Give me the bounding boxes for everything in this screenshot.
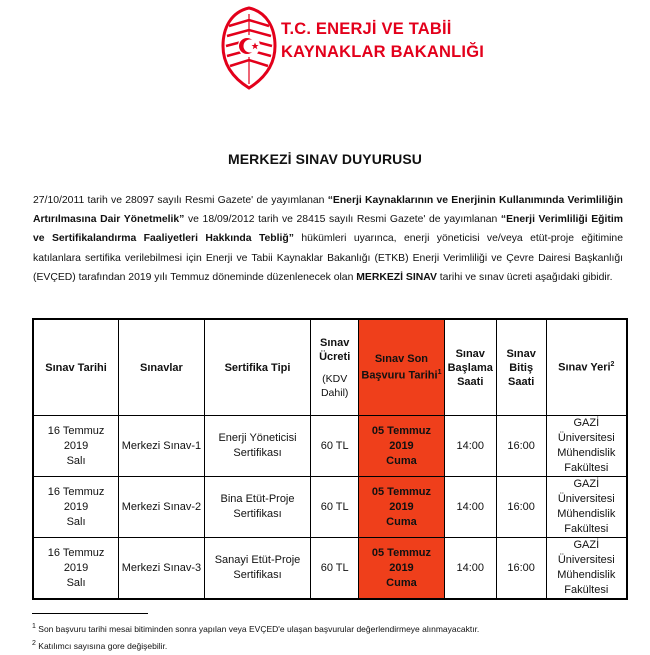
header-end-line-1: Sınav xyxy=(506,347,536,360)
cell-deadline xyxy=(359,538,445,600)
header-end-time xyxy=(496,319,546,416)
intro-text-1: 27/10/2011 tarih ve 28097 sayılı Resmi Gazete' de yayımlanan xyxy=(33,195,328,206)
header-deadline-line-2-text: Başvuru Tarihi xyxy=(361,369,438,382)
header-fee-note: (KDV Dahil) xyxy=(320,372,349,399)
footnote-1-text: Son başvuru tarihi mesai bitiminden sonra yapılan veya EVÇED'e ulaşan başvurular değerlendirmeye alınmayacaktır. xyxy=(38,623,480,634)
header-deadline-line-2 xyxy=(361,366,442,383)
place-line-2: Mühendislik Fakültesi xyxy=(557,569,616,596)
deadline-date: 05 Temmuz 2019 xyxy=(371,546,431,574)
ministry-emblem-icon xyxy=(219,6,279,90)
central-exam-term: MERKEZİ SINAV xyxy=(356,271,437,283)
date-line: 16 Temmuz 2019 xyxy=(47,485,105,513)
header-start-line-2: Başlama xyxy=(447,361,493,374)
cell-fee: 60 TL xyxy=(311,538,359,600)
cell-exam-date xyxy=(33,477,119,538)
place-line-2: Mühendislik Fakültesi xyxy=(557,508,616,535)
header-end-line-2: Bitiş xyxy=(509,361,534,374)
cell-exam-date xyxy=(33,416,119,477)
header-start-line-3: Saati xyxy=(457,375,484,388)
date-line: 16 Temmuz 2019 xyxy=(47,546,105,574)
intro-text-2: ve 18/09/2012 tarih ve 28415 sayılı Resmi Gazete' de yayımlanan xyxy=(184,214,501,226)
footnote-2-number: 2 xyxy=(32,640,36,647)
cell-fee: 60 TL xyxy=(311,416,359,477)
page-title: MERKEZİ SINAV DUYURUSU xyxy=(227,151,423,167)
cell-place xyxy=(546,538,627,600)
regulation-name: “Enerji Kaynaklarının ve Enerjinin Kullanımında Verimliliğin Artırılmasına Dair Yönetmelik” xyxy=(33,195,623,226)
cell-exam-name: Merkezi Sınav-3 xyxy=(119,538,205,600)
deadline-date: 05 Temmuz 2019 xyxy=(371,485,431,513)
cell-deadline xyxy=(359,477,445,538)
footnote-ref-2: 2 xyxy=(610,361,615,369)
footnote-1 xyxy=(32,623,479,634)
intro-text-4: tarihi ve sınav ücreti aşağıdaki gibidir. xyxy=(436,271,613,283)
header-application-deadline xyxy=(359,319,445,416)
header-end-line-3: Saati xyxy=(508,375,535,388)
footnote-ref-1: 1 xyxy=(437,369,442,377)
cell-end-time: 16:00 xyxy=(496,416,546,477)
cert-line-1: Sanayi Etüt-Proje xyxy=(214,554,301,566)
deadline-date: 05 Temmuz 2019 xyxy=(371,424,431,452)
cert-line-1: Bina Etüt-Proje xyxy=(220,493,295,505)
cell-exam-date xyxy=(33,538,119,600)
ministry-name-line-2: KAYNAKLAR BAKANLIĞI xyxy=(281,43,485,61)
cert-line-2: Sertifikası xyxy=(233,508,282,520)
ministry-logo xyxy=(219,6,485,90)
header-certificate-type: Sertifika Tipi xyxy=(204,319,310,416)
header-exam-fee xyxy=(311,319,359,416)
header-start-line-1: Sınav xyxy=(455,347,485,360)
ministry-name xyxy=(281,18,484,64)
deadline-day: Cuma xyxy=(386,454,417,467)
cell-exam-name: Merkezi Sınav-2 xyxy=(119,477,205,538)
deadline-day: Cuma xyxy=(386,576,417,589)
day-line: Salı xyxy=(66,576,86,589)
ministry-name-line-1: T.C. ENERJİ VE TABİİ xyxy=(281,20,452,38)
footnote-2 xyxy=(32,640,167,651)
place-line-2: Mühendislik Fakültesi xyxy=(557,447,616,474)
footnote-2-text: Katılımcı sayısına gore değişebilir. xyxy=(38,640,168,651)
cell-end-time: 16:00 xyxy=(496,477,546,538)
cert-line-2: Sertifikası xyxy=(233,569,282,581)
header-fee-line-1: Sınav xyxy=(320,336,350,349)
cert-line-1: Enerji Yöneticisi xyxy=(218,432,297,444)
cell-certificate xyxy=(204,538,310,600)
date-line: 16 Temmuz 2019 xyxy=(47,424,105,452)
day-line: Salı xyxy=(66,515,86,528)
header-deadline-line-1: Sınav Son xyxy=(374,353,429,366)
header-exams: Sınavlar xyxy=(119,319,205,416)
cell-place xyxy=(546,477,627,538)
table-row xyxy=(33,477,627,538)
header-fee-line-2: Ücreti xyxy=(319,350,351,363)
footnote-1-number: 1 xyxy=(32,623,36,630)
exam-schedule-table xyxy=(32,318,628,600)
cell-start-time: 14:00 xyxy=(444,477,496,538)
header-exam-place xyxy=(546,319,627,416)
cert-line-2: Sertifikası xyxy=(233,447,282,459)
cell-end-time: 16:00 xyxy=(496,538,546,600)
cell-exam-name: Merkezi Sınav-1 xyxy=(119,416,205,477)
footnote-divider xyxy=(32,613,148,614)
place-line-1: GAZİ Üniversitesi xyxy=(557,417,615,444)
header-place-text: Sınav Yeri xyxy=(558,361,611,374)
cell-fee: 60 TL xyxy=(311,477,359,538)
cell-place xyxy=(546,416,627,477)
cell-start-time: 14:00 xyxy=(444,416,496,477)
cell-certificate xyxy=(204,416,310,477)
place-line-1: GAZİ Üniversitesi xyxy=(557,539,615,566)
day-line: Salı xyxy=(66,454,86,467)
header-exam-date: Sınav Tarihi xyxy=(33,319,119,416)
place-line-1: GAZİ Üniversitesi xyxy=(557,478,615,505)
table-row xyxy=(33,538,627,600)
intro-text-3: hükümleri uyarınca, enerji yöneticisi ve/veya etüt-proje eğitimine katılanlara sertifika verilebilmesi için Enerji ve Tabii Kaynaklar Bakanlığı (ETKB) Enerji Verimliliği ve Çevre Dairesi Başkanlığı (EVÇED) tarafından 2019 yılı Temmuz döneminde düzenlenecek olan xyxy=(33,233,623,283)
header-start-time xyxy=(444,319,496,416)
table-header-row xyxy=(33,319,627,416)
table-row xyxy=(33,416,627,477)
cell-deadline xyxy=(359,416,445,477)
communique-name: “Enerji Verimliliği Eğitim ve Sertifikalandırma Faaliyetleri Hakkında Tebliğ” xyxy=(33,214,623,245)
cell-start-time: 14:00 xyxy=(444,538,496,600)
intro-paragraph xyxy=(33,191,623,287)
cell-certificate xyxy=(204,477,310,538)
deadline-day: Cuma xyxy=(386,515,417,528)
